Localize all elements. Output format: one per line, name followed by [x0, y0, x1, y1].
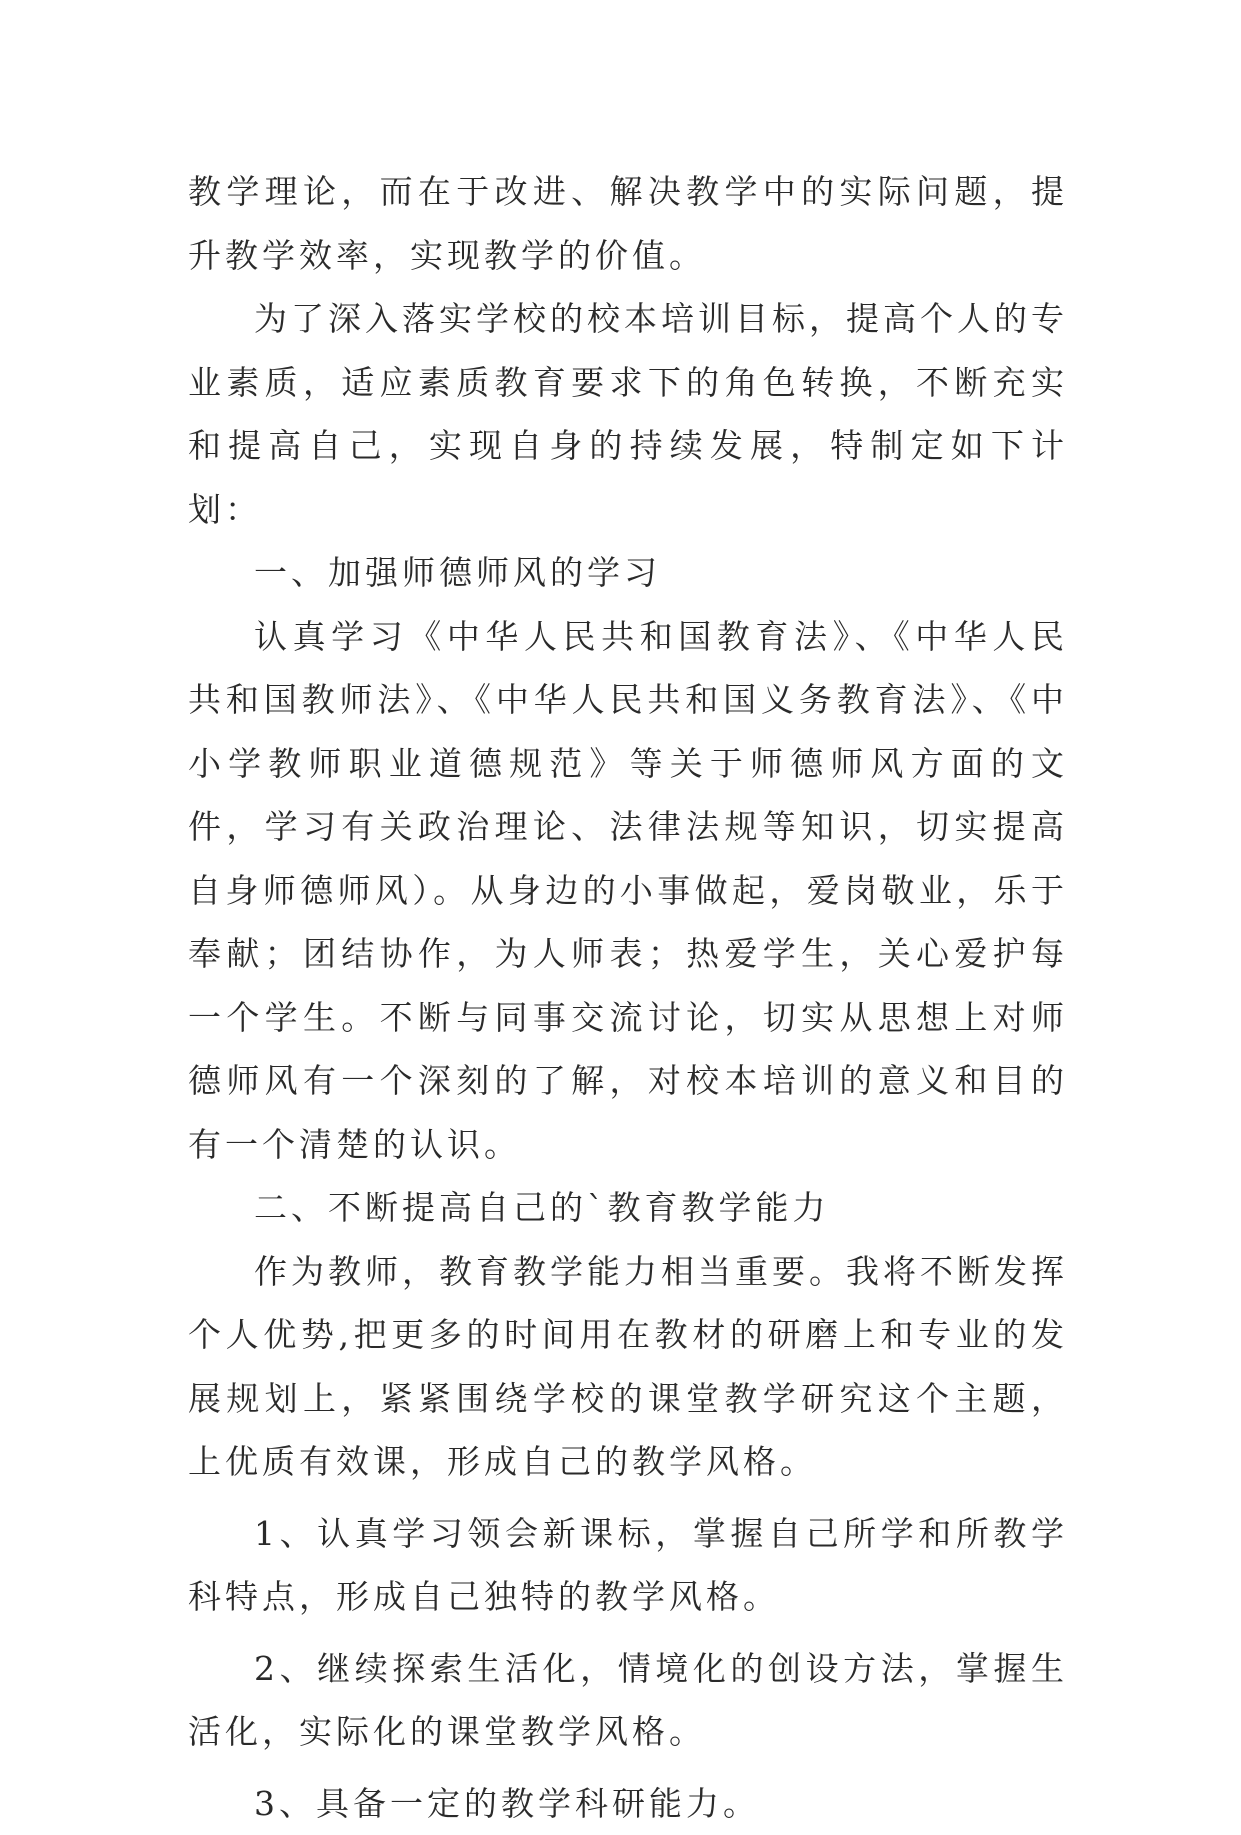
- heading-teaching-ability: 二、不断提高自己的`教育教学能力: [188, 1176, 1068, 1240]
- paragraph-ethics-study: 认真学习《中华人民共和国教育法》、《中华人民共和国教师法》、《中华人民共和国义务教育法》、《中小学教师职业道德规范》等关于师德师风方面的文件，学习有关政治理论、法律法规等知识，切实提高自身师德师风）。从身边的小事做起，爱岗敬业，乐于奉献；团结协作，为人师表；热爱学生，关心爱护每一个学生。不断与同事交流讨论，切实从思想上对师德师风有一个深刻的了解，对校本培训的意义和目的有一个清楚的认识。: [188, 605, 1068, 1177]
- list-item-3: 3、具备一定的教学科研能力。: [188, 1772, 1068, 1835]
- paragraph-teaching-theory: 教学理论，而在于改进、解决教学中的实际问题，提升教学效率，实现教学的价值。: [188, 160, 1068, 287]
- heading-ethics-study: 一、加强师德师风的学习: [188, 541, 1068, 605]
- paragraph-teaching-ability: 作为教师，教育教学能力相当重要。我将不断发挥个人优势,把更多的时间用在教材的研磨上和专业的发展规划上，紧紧围绕学校的课堂教学研究这个主题，上优质有效课，形成自己的教学风格。: [188, 1240, 1068, 1494]
- document-body: [188, 160, 1068, 1835]
- paragraph-plan-intro: 为了深入落实学校的校本培训目标，提高个人的专业素质，适应素质教育要求下的角色转换，不断充实和提高自己，实现自身的持续发展，特制定如下计划：: [188, 287, 1068, 541]
- list-item-1: 1、认真学习领会新课标，掌握自己所学和所教学科特点，形成自己独特的教学风格。: [188, 1502, 1068, 1629]
- list-item-2: 2、继续探索生活化，情境化的创设方法，掌握生活化，实际化的课堂教学风格。: [188, 1637, 1068, 1764]
